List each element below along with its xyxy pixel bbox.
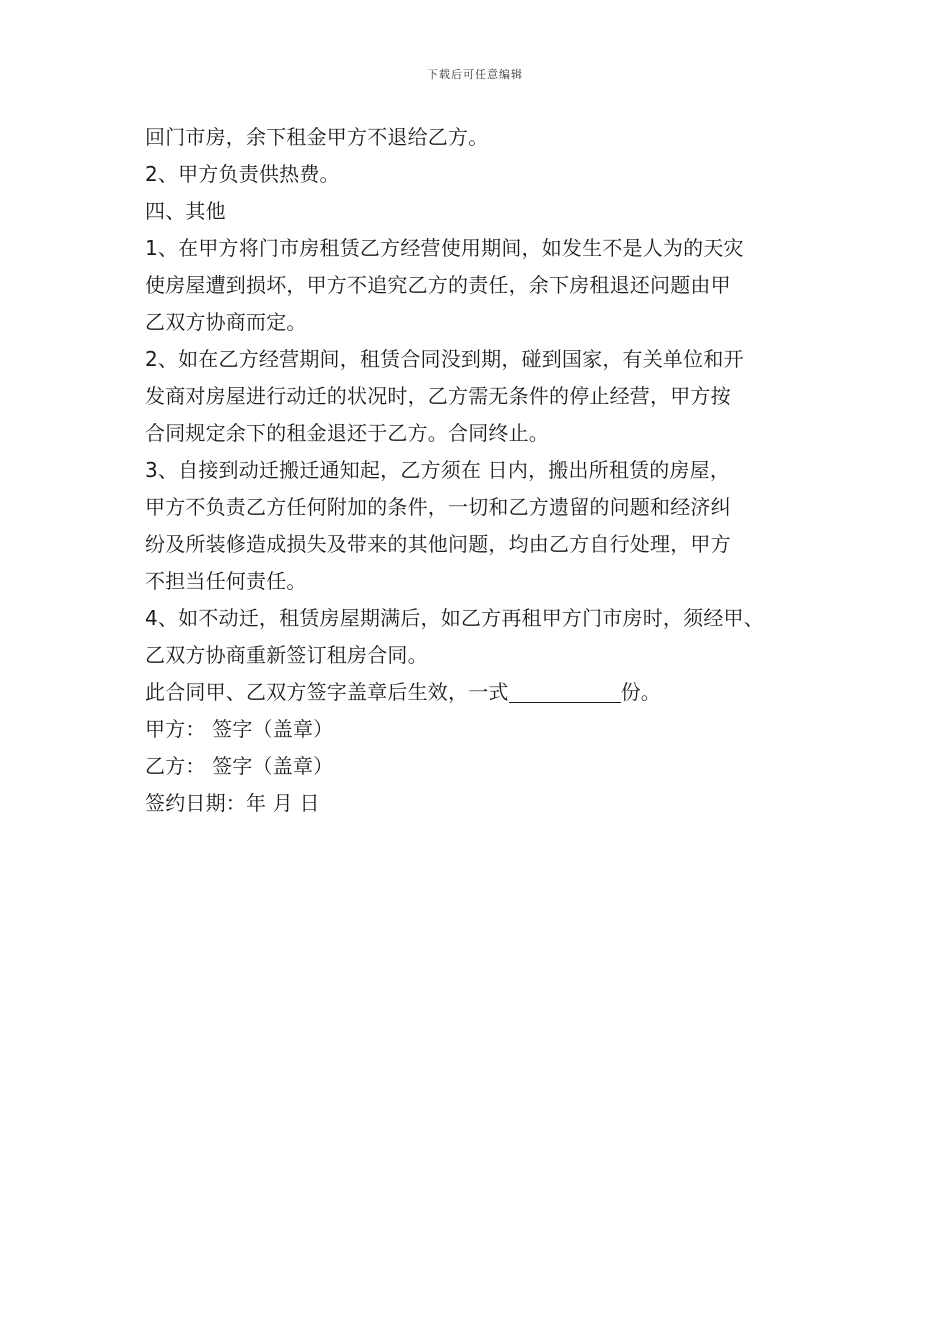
copies-blank-field	[509, 678, 621, 703]
copies-suffix: 份。	[620, 680, 662, 704]
party-a-signature: 甲方： 签字（盖章）	[145, 717, 334, 741]
sign-date: 签约日期：年 月 日	[145, 791, 320, 815]
text-line: 乙双方协商而定。	[145, 310, 307, 334]
party-b-signature: 乙方： 签字（盖章）	[145, 754, 334, 778]
copies-prefix: 此合同甲、乙双方签字盖章后生效，一式	[145, 680, 509, 704]
text-line: 发商对房屋进行动迁的状况时，乙方需无条件的停止经营，甲方按	[145, 384, 731, 408]
text-line: 2、如在乙方经营期间，租赁合同没到期，碰到国家，有关单位和开	[145, 347, 744, 371]
copies-line	[145, 674, 835, 711]
text-line: 2、甲方负责供热费。	[145, 162, 340, 186]
text-line: 乙双方协商重新签订租房合同。	[145, 643, 428, 667]
contract-body	[145, 119, 835, 822]
text-line: 1、在甲方将门市房租赁乙方经营使用期间，如发生不是人为的天灾	[145, 236, 744, 260]
text-line: 甲方不负责乙方任何附加的条件，一切和乙方遗留的问题和经济纠	[145, 495, 731, 519]
text-line: 不担当任何责任。	[145, 569, 307, 593]
text-line: 纷及所装修造成损失及带来的其他问题，均由乙方自行处理，甲方	[145, 532, 731, 556]
text-line: 3、自接到动迁搬迁通知起，乙方须在 日内，搬出所租赁的房屋，	[145, 458, 731, 482]
section-heading: 四、其他	[145, 199, 226, 223]
text-line: 4、如不动迁，租赁房屋期满后，如乙方再租甲方门市房时，须经甲、	[145, 606, 764, 630]
text-line: 回门市房，余下租金甲方不退给乙方。	[145, 125, 489, 149]
text-line: 使房屋遭到损坏，甲方不追究乙方的责任，余下房租退还问题由甲	[145, 273, 731, 297]
text-line: 合同规定余下的租金退还于乙方。合同终止。	[145, 421, 549, 445]
page-header-note: 下载后可任意编辑	[427, 68, 523, 81]
